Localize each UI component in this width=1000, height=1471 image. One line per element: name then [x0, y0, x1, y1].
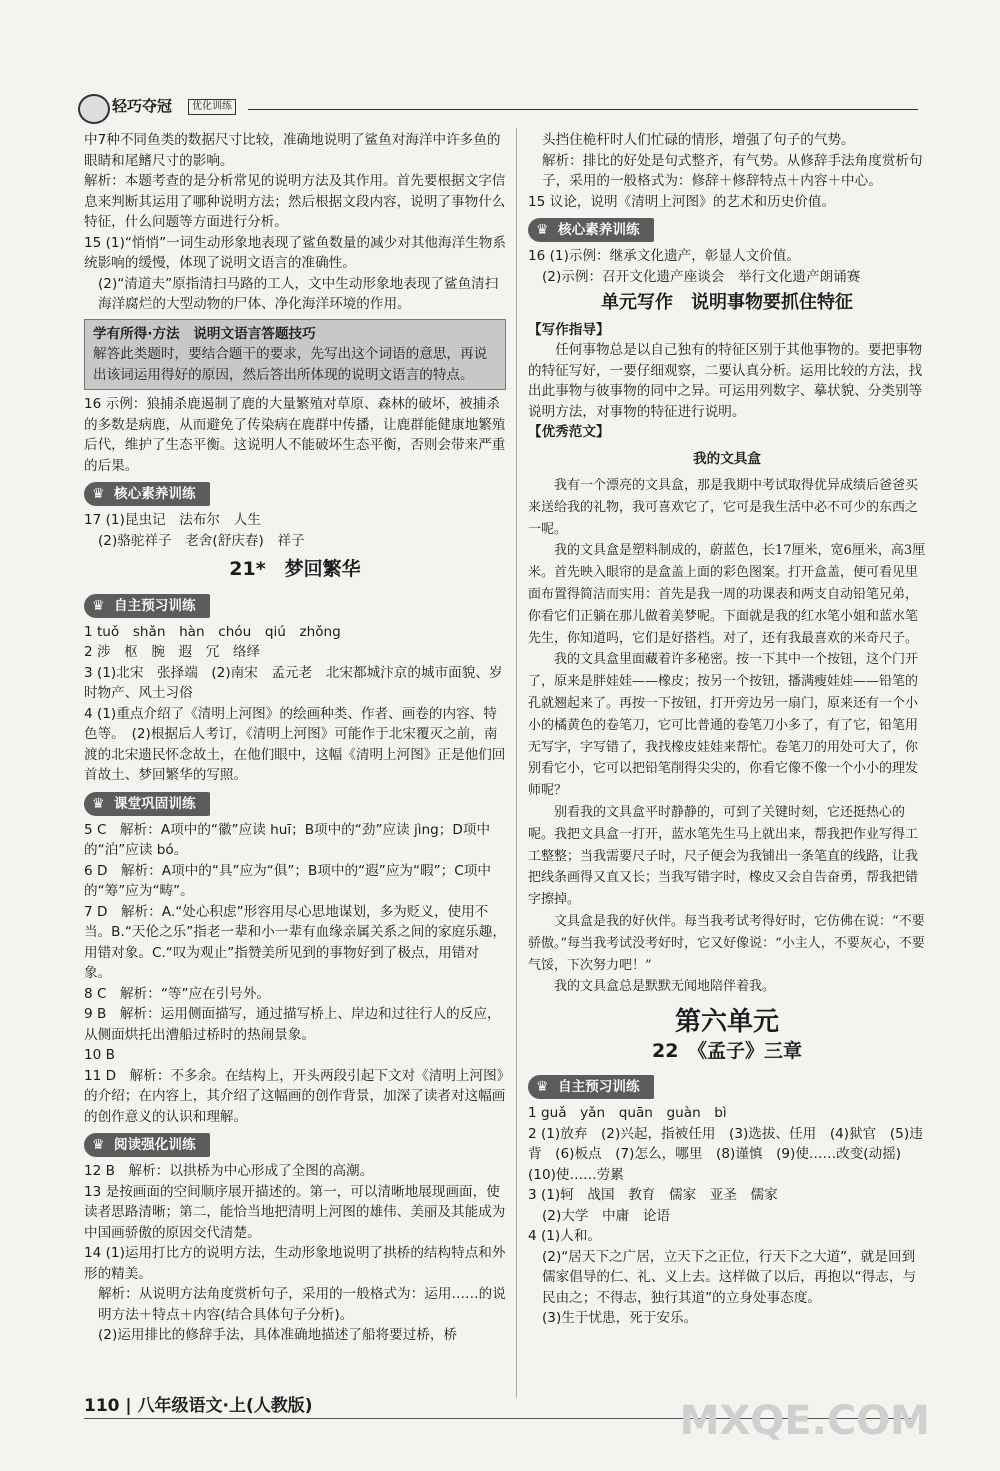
lesson-title: 21* 梦回繁华 — [229, 558, 361, 580]
analysis-text: 解析：排比的好处是句式整齐，有气势。从修辞手法角度赏析句子，采用的一般格式为：修辞＋修辞特点＋内容＋中心。 — [542, 152, 923, 189]
answer-text: 头挡住桅杆时人们忙碌的情形，增强了句子的气势。 — [542, 132, 855, 148]
answer-16a: 16 (1)示例：继承文化遗产，彰显人文价值。 — [528, 248, 800, 264]
essay-paragraph: 文具盒是我的好伙伴。每当我考试考得好时，它仿佛在说：“不要骄傲。”每当我考试没考好时，它又好像说：“小主人，不要灰心，不要气馁，下次努力吧！” — [528, 913, 925, 973]
answer-2: 2 (1)放弃 (2)兴起，指被任用 (3)选拔、任用 (4)狱官 (5)违背 (6)板点 (7)怎么，哪里 (8)谨慎 (9)使……改变(动摇) (10)使……劳累 — [528, 1125, 923, 1183]
left-column — [84, 130, 506, 1346]
brand-name: 轻巧夺冠 — [112, 97, 173, 115]
tip-body: 解答此类题时，要结合题干的要求，先写出这个词语的意思，再说出该词运用得好的原因，然后答出所体现的说明文语言的特点。 — [93, 346, 488, 383]
unit-title: 第六单元 — [674, 1007, 779, 1038]
answer-8: 8 C 解析：“等”应在引号外。 — [84, 985, 271, 1002]
answer-9: 9 B 解析：运用侧面描写，通过描写桥上、岸边和过往行人的反应，从侧面烘托出漕船过桥时的热闹景象。 — [84, 1006, 501, 1043]
answer-3: 3 (1)北宋 张择端 (2)南宋 孟元老 北宋都城汴京的城市面貌、岁时物产、风土习俗 — [84, 664, 503, 701]
essay-body — [528, 475, 926, 998]
book-title: 八年级语文·上(人教版) — [137, 1396, 313, 1416]
right-column — [528, 130, 926, 1329]
column-divider — [516, 128, 517, 1398]
answer-15: 15 议论，说明《清明上河图》的艺术和历史价值。 — [528, 193, 836, 210]
answer-14b: 解析：从说明方法角度赏析句子，采用的一般格式为：运用……的说明方法＋特点＋内容(结合具体句子分析)。 — [98, 1286, 506, 1323]
essay-paragraph: 别看我的文具盒平时静静的，可到了关键时刻，它还挺热心的呢。我把文具盒一打开，蓝水笔先生马上就出来，帮我把作业写得工工整整；当我需要尺子时，尺子便会为我铺出一条笔直的线路，让我把线条画得又直又长；当我写错字时，橡皮又会自告奋勇，帮我把错字擦掉。 — [528, 804, 919, 908]
answer-4: 4 (1)重点介绍了《清明上河图》的绘画种类、作者、画卷的内容、特色等。 (2)根据后人考订，《清明上河图》可能作于北宋覆灭之前，南渡的北宋遗民怀念故土，在他们眼中，这幅《清明上河图》正是他们回首故土、梦回繁华的写照。 — [84, 705, 506, 783]
page-footer: 110 | 八年级语文·上(人教版) — [84, 1396, 313, 1416]
essay-paragraph: 我有一个漂亮的文具盒，那是我期中考试取得优异成绩后爸爸买来送给我的礼物，我可喜欢它了，它可是我生活中必不可少的东西之一呢。 — [528, 478, 919, 537]
model-tag: 【优秀范文】 — [528, 424, 610, 440]
answer-15a: 15 (1)“悄悄”一词生动形象地表现了鲨鱼数量的减少对其他海洋生物系统影响的缓慢，体现了说明文语言的准确性。 — [84, 234, 506, 271]
section-heading: ♛ 阅读强化训练 — [84, 1133, 210, 1157]
answer-1: 1 tuǒ shǎn hàn chóu qiú zhǒng — [84, 623, 341, 640]
guide-text: 任何事物总是以自己独有的特征区别于其他事物的。要把事物的特征写好，一要仔细观察，二要认真分析。运用比较的方法，找出此事物与彼事物的同中之异。可运用列数字、摹状貌、分类别等说明方法，对事物的特征进行说明。 — [528, 342, 923, 420]
answer-14c: (2)运用排比的修辞手法，具体准确地描述了船将要过桥，桥 — [98, 1327, 458, 1343]
brand-subtitle: 优化训练 — [188, 99, 236, 115]
answer-4b: (2)“居天下之广居，立天下之正位，行天下之大道”，就是回到儒家倡导的仁、礼、义上去。这样做了以后，再抱以“得志，与民由之；不得志，独行其道”的立身处事态度。 — [542, 1248, 917, 1306]
essay-paragraph: 我的文具盒里面藏着许多秘密。按一下其中一个按钮，这个门开了，原来是胖娃娃——橡皮；按另一个按钮，播满瘦娃娃——铅笔的孔就翘起来了。再按一下按钮，打开旁边另一扇门，原来还有一个小小的橘黄色的卷笔刀，它可比普通的卷笔刀小多了，有了它，铅笔用无写字，字写错了，我找橡皮娃娃来帮忙。卷笔刀的用处可大了，你别看它小，它可以把铅笔削得尖尖的，你看它像不像一个小小的理发师呢？ — [528, 652, 919, 799]
answer-4c: (3)生于忧患，死于安乐。 — [542, 1310, 698, 1327]
analysis-text: 解析：本题考查的是分析常见的说明方法及其作用。首先要根据文字信息来判断其运用了哪种说明方法；然后根据文段内容，说明了事物什么特征，什么问题等方面进行分析。 — [84, 173, 506, 230]
watermark: MXQE.COM — [679, 1397, 930, 1444]
answer-4a: 4 (1)人和。 — [528, 1228, 602, 1245]
answer-16b: (2)示例：召开文化遗产座谈会 举行文化遗产朗诵赛 — [542, 268, 861, 285]
answer-16: 16 示例：狼捕杀鹿遏制了鹿的大量繁殖对草原、森林的破坏，被捕杀的多数是病鹿，从而避免了传染病在鹿群中传播，让鹿群能健康地繁殖后代，维护了生态平衡。这说明人不能破坏生态平衡，否则会带来严重的后果。 — [84, 396, 506, 474]
answer-12: 12 B 解析：以拱桥为中心形成了全图的高潮。 — [84, 1163, 374, 1179]
essay-paragraph: 我的文具盒是塑料制成的，蔚蓝色，长17厘米，宽6厘米，高3厘米。首先映入眼帘的是盒盖上面的彩色图案。打开盒盖，便可看见里面布置得简洁而实用：首先是我一周的功课表和两支自动铅笔兄弟，你看它们正躺在那儿做着美梦呢。下面就是我的红水笔小姐和蓝水笔先生，你知道吗，它们是好搭档。对了，还有我最喜欢的米奇尺子。 — [528, 543, 926, 646]
answer-3a: 3 (1)轲 战国 教育 儒家 亚圣 儒家 — [528, 1187, 778, 1204]
page-header — [78, 94, 918, 122]
lesson-title: 22 《孟子》三章 — [652, 1039, 802, 1062]
essay-title: 我的文具盒 — [693, 450, 761, 467]
guide-tag: 【写作指导】 — [528, 321, 610, 338]
answer-15b: (2)“清道夫”原指清扫马路的工人，文中生动形象地表现了鲨鱼清扫海洋腐烂的大型动物的尸体、净化海洋环境的作用。 — [98, 275, 499, 312]
section-heading: ♛ 自主预习训练 — [528, 1075, 654, 1099]
answer-17a: 17 (1)昆虫记 法布尔 人生 — [84, 512, 261, 528]
answer-14a: 14 (1)运用打比方的说明方法，生动形象地说明了拱桥的结构特点和外形的精美。 — [84, 1245, 506, 1282]
tip-box — [84, 319, 506, 391]
writing-title: 单元写作 说明事物要抓住特征 — [601, 292, 853, 313]
answer-17b: (2)骆驼祥子 老舍(舒庆春) 祥子 — [98, 532, 305, 549]
section-heading: ♛ 核心素养训练 — [84, 482, 210, 506]
answer-10: 10 B — [84, 1047, 115, 1063]
answer-3b: (2)大学 中庸 论语 — [542, 1207, 671, 1224]
answer-11: 11 D 解析：不多余。在结构上，开头两段引起下文对《清明上河图》的介绍；在内容上，其介绍了这幅画的创作背景，加深了读者对这幅画的创作意义的认识和理解。 — [84, 1067, 506, 1125]
section-heading: ♛ 课堂巩固训练 — [84, 792, 210, 816]
section-heading: ♛ 核心素养训练 — [528, 218, 654, 242]
page-number: 110 — [84, 1396, 120, 1416]
brand-logo-icon — [78, 94, 110, 124]
answer-6: 6 D 解析：A项中的“具”应为“俱”；B项中的“遐”应为“暇”；C项中的“筹”应为“畴”。 — [84, 862, 491, 899]
answer-7: 7 D 解析：A.“处心积虑”形容用尽心思地谋划，多为贬义，使用不当。B.“天伦之乐”指老一辈和小一辈有血缘亲属关系之间的家庭乐趣，用错对象。C.“叹为观止”指赞美所见到的事物好到了极点，用错对象。 — [84, 903, 506, 981]
tip-title: 学有所得·方法 说明文语言答题技巧 — [93, 325, 316, 342]
answer-5: 5 C 解析：A项中的“徽”应读 huī；B项中的“劲”应读 jìng；D项中的“泊”应读 bó。 — [84, 821, 491, 858]
answer-13: 13 是按画面的空间顺序展开描述的。第一，可以清晰地展现画面，使读者思路清晰；第二，能恰当地把清明上河图的雄伟、美丽及其能成为中国画骄傲的原因交代清楚。 — [84, 1183, 506, 1241]
section-heading: ♛ 自主预习训练 — [84, 594, 210, 618]
answer-2: 2 涉 枢 腕 遐 冗 络绎 — [84, 644, 261, 660]
essay-paragraph: 我的文具盒总是默默无闻地陪伴着我。 — [554, 979, 776, 995]
header-rule — [248, 109, 918, 110]
answer-text: 中7种不同鱼类的数据尺寸比较，准确地说明了鲨鱼对海洋中许多鱼的眼睛和尾鳍尺寸的影响。 — [84, 132, 501, 169]
answer-1: 1 guǎ yǎn quān guàn bì — [528, 1105, 727, 1122]
